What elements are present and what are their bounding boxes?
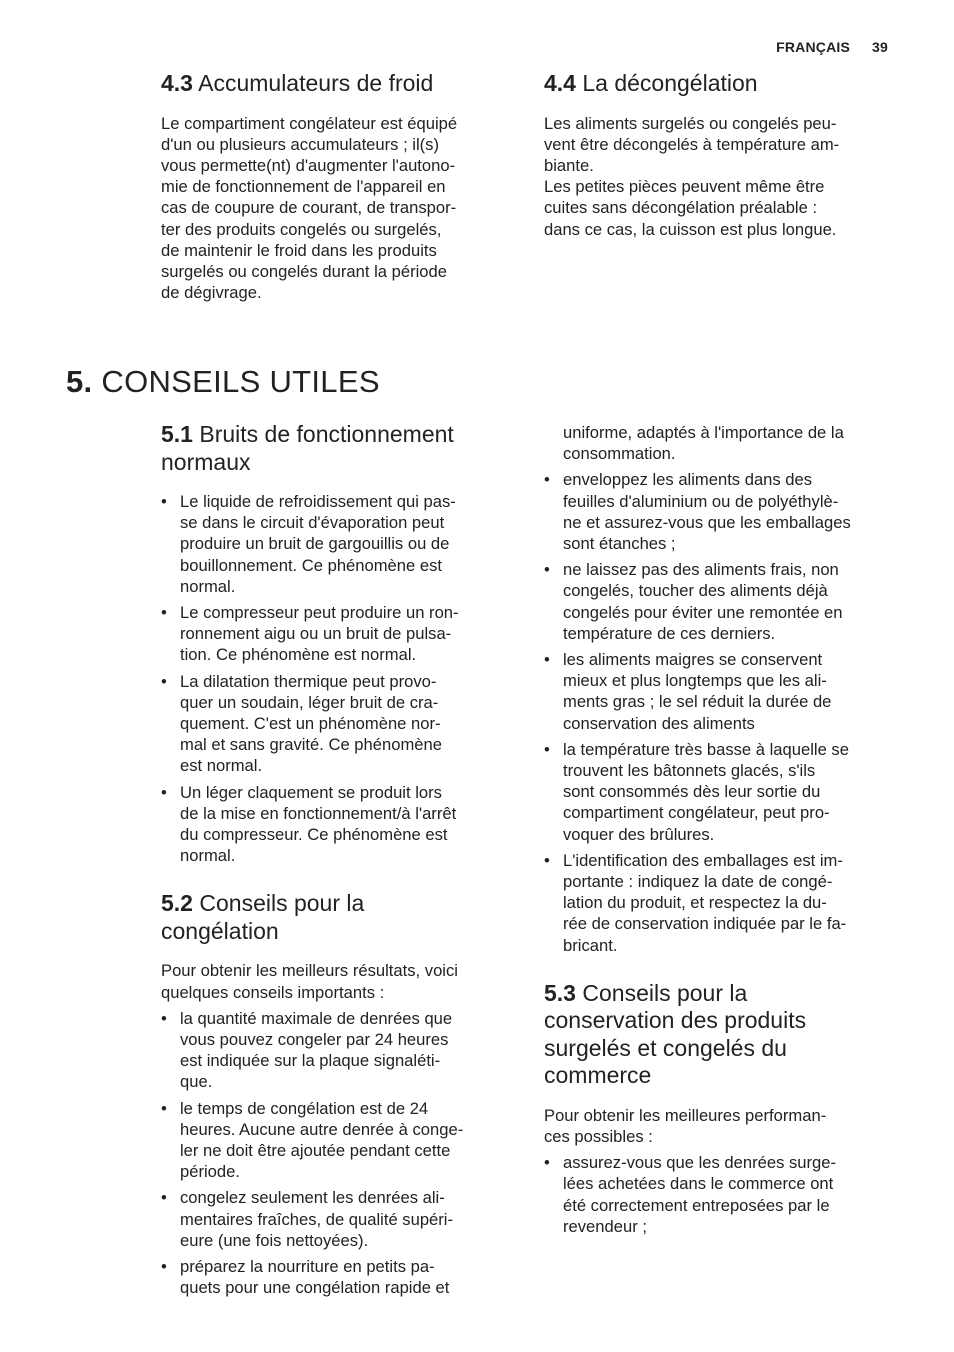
paragraph: Pour obtenir les meilleurs résultats, voici quelques conseils importants : bbox=[161, 961, 458, 1002]
text-line: vent être décongelés à température am- bbox=[544, 134, 840, 154]
header-section: FRANÇAIS bbox=[776, 39, 851, 55]
section-title-line: Conseils pour la bbox=[199, 890, 365, 917]
section-heading-5-1 bbox=[161, 421, 513, 476]
list-item: • enveloppez les aliments dans des feuilles d'aluminium ou de polyéthylè- ne et assurez-vous que les emballages sont étanches ; bbox=[544, 469, 896, 554]
section-title-line: congélation bbox=[161, 917, 279, 944]
chapter-heading bbox=[66, 364, 380, 400]
section-title: La décongélation bbox=[582, 70, 758, 96]
list-item: • la quantité maximale de denrées que vous pouvez congeler par 24 heures est indiquée sur la plaque signaléti- que. bbox=[161, 1008, 513, 1093]
paragraph bbox=[544, 113, 896, 240]
text-line: d'un ou plusieurs accumulateurs ; il(s) bbox=[161, 134, 440, 154]
list-item: • le temps de congélation est de 24 heures. Aucune autre denrée à conge- ler ne doit être ajoutée pendant cette période. bbox=[161, 1098, 513, 1183]
text-line: vous permette(nt) d'augmenter l'autono- bbox=[161, 155, 456, 175]
page-header bbox=[776, 39, 888, 55]
page-number: 39 bbox=[872, 39, 888, 55]
section-number: 5.1 bbox=[161, 421, 193, 447]
list-item: • les aliments maigres se conservent mieux et plus longtemps que les ali- ments gras ; le sel réduit la durée de conservation des aliments bbox=[544, 649, 896, 734]
bullet-list bbox=[161, 1008, 513, 1299]
bullet-list bbox=[161, 491, 513, 866]
list-item: • Le liquide de refroidissement qui pas- se dans le circuit d'évaporation peut produire un bruit de gargouillis ou de bouillonnement. Ce phénomène est normal. bbox=[161, 491, 513, 597]
section-title: Accumulateurs de froid bbox=[198, 70, 434, 96]
text-line: surgelés ou congelés durant la période bbox=[161, 261, 447, 281]
text-line: dans ce cas, la cuisson est plus longue. bbox=[544, 219, 837, 239]
section-title-line: surgelés et congelés du bbox=[544, 1034, 787, 1061]
text-line: de maintenir le froid dans les produits bbox=[161, 240, 437, 260]
section-4-4 bbox=[544, 70, 896, 240]
section-title-line: conservation des produits bbox=[544, 1007, 807, 1034]
list-item: • préparez la nourriture en petits pa- quets pour une congélation rapide et bbox=[161, 1256, 513, 1298]
section-heading bbox=[161, 70, 513, 98]
section-title-line: normaux bbox=[161, 448, 251, 475]
left-column bbox=[161, 421, 513, 1304]
text-line: Le compartiment congélateur est équipé bbox=[161, 113, 458, 133]
bullet-list bbox=[544, 1152, 896, 1237]
section-number: 4.3 bbox=[161, 70, 193, 96]
text-line: ter des produits congelés ou surgelés, bbox=[161, 219, 442, 239]
text-line: de dégivrage. bbox=[161, 283, 262, 303]
text-line: Les aliments surgelés ou congelés peu- bbox=[544, 113, 837, 133]
list-item: • Un léger claquement se produit lors de la mise en fonctionnement/à l'arrêt du compresseur. Ce phénomène est normal. bbox=[161, 782, 513, 867]
section-4-3 bbox=[161, 70, 513, 303]
list-item: • assurez-vous que les denrées surge- lées achetées dans le commerce ont été correctement entreposées par le revendeur ; bbox=[544, 1152, 896, 1237]
section-number: 4.4 bbox=[544, 70, 576, 96]
section-title-line: Bruits de fonctionnement bbox=[199, 421, 454, 447]
list-item: • la température très basse à laquelle se trouvent les bâtonnets glacés, s'ils sont consommés dès leur sortie du compartiment congélateur, peut pro- voquer des brûlures. bbox=[544, 739, 896, 845]
list-item: • L'identification des emballages est im- portante : indiquez la date de congé- lation du produit, et respectez la du- rée de conservation indiquée par le fa- bricant. bbox=[544, 850, 896, 956]
text-line: cas de coupure de courant, de transpor- bbox=[161, 198, 457, 218]
text-line: biante. bbox=[544, 155, 594, 175]
section-number: 5.3 bbox=[544, 979, 576, 1006]
section-heading bbox=[544, 70, 896, 98]
section-number: 5.2 bbox=[161, 890, 193, 917]
text-line: Les petites pièces peuvent même être bbox=[544, 177, 825, 197]
section-heading-5-2 bbox=[161, 890, 513, 945]
text-line: cuites sans décongélation préalable : bbox=[544, 198, 818, 218]
bullet-list bbox=[544, 469, 896, 955]
paragraph bbox=[161, 113, 513, 304]
list-item: • La dilatation thermique peut provo- quer un soudain, léger bruit de cra- quement. C'est un phénomène nor- mal et sans gravité. Ce phénomène est normal. bbox=[161, 671, 513, 777]
list-item-continuation: uniforme, adaptés à l'importance de la consommation. bbox=[563, 423, 844, 464]
paragraph: Pour obtenir les meilleures performan- ces possibles : bbox=[544, 1105, 827, 1147]
list-item: • ne laissez pas des aliments frais, non congelés, toucher des aliments déjà congelés pour éviter une remontée en température de ces derniers. bbox=[544, 559, 896, 644]
list-item: • congelez seulement les denrées ali- mentaires fraîches, de qualité supéri- eure (une fois nettoyées). bbox=[161, 1187, 513, 1251]
section-title-line: Conseils pour la bbox=[582, 979, 748, 1006]
section-heading-5-3 bbox=[544, 980, 896, 1090]
text-line: mie de fonctionnement de l'appareil en bbox=[161, 177, 446, 197]
right-column bbox=[544, 422, 896, 1242]
chapter-number: 5. bbox=[66, 364, 93, 399]
list-item: • Le compresseur peut produire un ron- ronnement aigu ou un bruit de pulsa- tion. Ce phénomène est normal. bbox=[161, 602, 513, 666]
chapter-title: CONSEILS UTILES bbox=[101, 364, 380, 399]
section-title-line: commerce bbox=[544, 1062, 652, 1089]
